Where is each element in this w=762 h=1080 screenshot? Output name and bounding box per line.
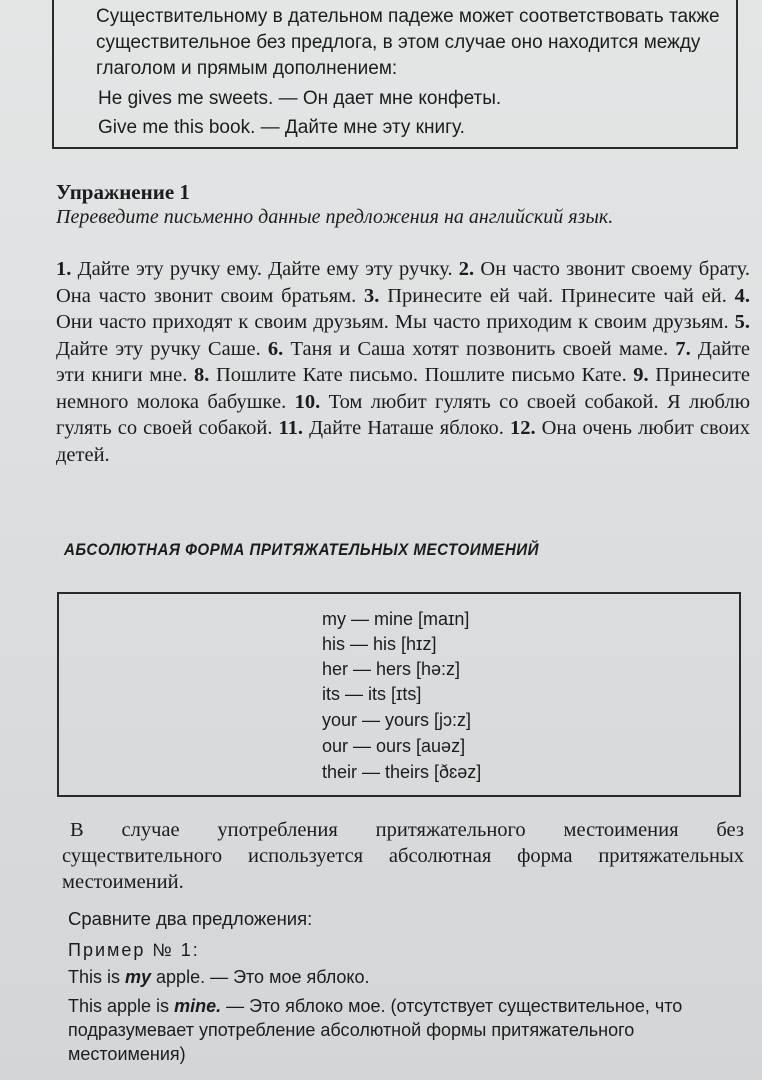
exercise-item-text: Дайте Наташе яблоко. — [309, 417, 510, 439]
exercise-item-number: 1. — [56, 258, 78, 280]
exercise-item-number: 7. — [675, 337, 698, 360]
exercise-item-number: 4. — [734, 284, 751, 307]
exercise-item — [268, 338, 675, 360]
exercise-item-number: 9. — [633, 364, 656, 386]
exercise-item-text: Дайте эту ручку ему. Дайте ему эту ручку. — [77, 258, 459, 280]
exercise-item-text: Она очень любит своих детей. — [56, 417, 750, 466]
pronoun-row: his — his [hɪz] — [322, 634, 437, 654]
exercise-item-text: Дайте эти книги мне. — [56, 337, 751, 386]
pronoun-row: their — theirs [ðɛəz] — [322, 762, 482, 782]
pronoun-row: her — hers [hə:z] — [322, 659, 461, 679]
exercise-item-number: 2. — [458, 258, 481, 280]
exercise-item-text: Принесите ей чай. Принесите чай ей. — [387, 284, 735, 307]
sentence-2-post: — Это яблоко мое. (отсутствует существительное, что подразумевает употребление абсолютной формы притяжательного местоимения) — [68, 996, 683, 1064]
exercise-instruction: Переведите письменно данные предложения на английский язык. — [56, 206, 614, 228]
exercise-item-text: Он часто звонит своему брату. Она часто звонит своим братьям. — [56, 258, 751, 307]
exercise-title: Упражнение 1 — [56, 180, 190, 204]
sentence-1-post: apple. — Это мое яблоко. — [151, 967, 370, 987]
exercise-item-number: 10. — [294, 390, 329, 413]
rule-example-2: Give me this book. — Дайте мне эту книгу. — [98, 117, 465, 138]
pronoun-row: your — yours [jɔ:z] — [322, 710, 472, 730]
exercise-item-number: 12. — [509, 417, 542, 439]
exercise-item-number: 11. — [278, 417, 310, 439]
compare-label: Сравните два предложения: — [68, 908, 313, 929]
exercise-item-text: Принесите немного молока бабушке. — [56, 364, 751, 413]
exercise-item-text: Том любит гулять со своей собакой. Я люблю гулять со своей собакой. — [56, 390, 751, 439]
pronoun-row: my — mine [maɪn] — [322, 609, 470, 629]
exercise-item — [364, 285, 735, 307]
exercise-item — [279, 417, 510, 439]
rule-text: Существительному в дательном падеже может соответствовать также существительное без предлога, в этом случае оно находится между глаголом и прямым дополнением: — [96, 6, 720, 79]
sentence-1-emphasis: my — [125, 967, 152, 987]
sentence-2-pre: This apple is — [68, 996, 175, 1016]
rule-example-1: He gives me sweets. — Он дает мне конфеты. — [98, 88, 502, 109]
exercise-item-number: 6. — [267, 337, 291, 360]
exercise-item-number: 3. — [364, 284, 388, 307]
example-sentence-1 — [68, 967, 370, 988]
exercise-item-number: 5. — [734, 311, 750, 333]
pronoun-row: its — its [ɪts] — [322, 684, 422, 704]
exercise-item-text: Дайте эту ручку Саше. — [56, 337, 268, 360]
exercise-body — [56, 256, 750, 468]
exercise-item-text: Таня и Саша хотят позвонить своей маме. — [290, 337, 676, 360]
section-title: АБСОЛЮТНАЯ ФОРМА ПРИТЯЖАТЕЛЬНЫХ МЕСТОИМЕНИЙ — [64, 541, 540, 559]
exercise-item-number: 8. — [193, 364, 216, 386]
example-label: Пример № 1: — [68, 940, 200, 960]
exercise-item-text: Пошлите Кате письмо. Пошлите письмо Кате. — [215, 364, 634, 386]
explanation-paragraph: В случае употребления притяжательного местоимения без существительного используется абсолютная форма притяжательных местоимений. — [62, 819, 744, 893]
example-sentence-2 — [68, 994, 752, 1066]
sentence-1-pre: This is — [68, 967, 126, 987]
exercise-item — [56, 258, 459, 280]
exercise-item — [194, 364, 633, 386]
exercise-item-text: Они часто приходят к своим друзьям. Мы часто приходим к своим друзьям. — [56, 311, 735, 333]
pronoun-row: our — ours [auəz] — [322, 736, 466, 756]
sentence-2-emphasis: mine. — [174, 996, 222, 1016]
